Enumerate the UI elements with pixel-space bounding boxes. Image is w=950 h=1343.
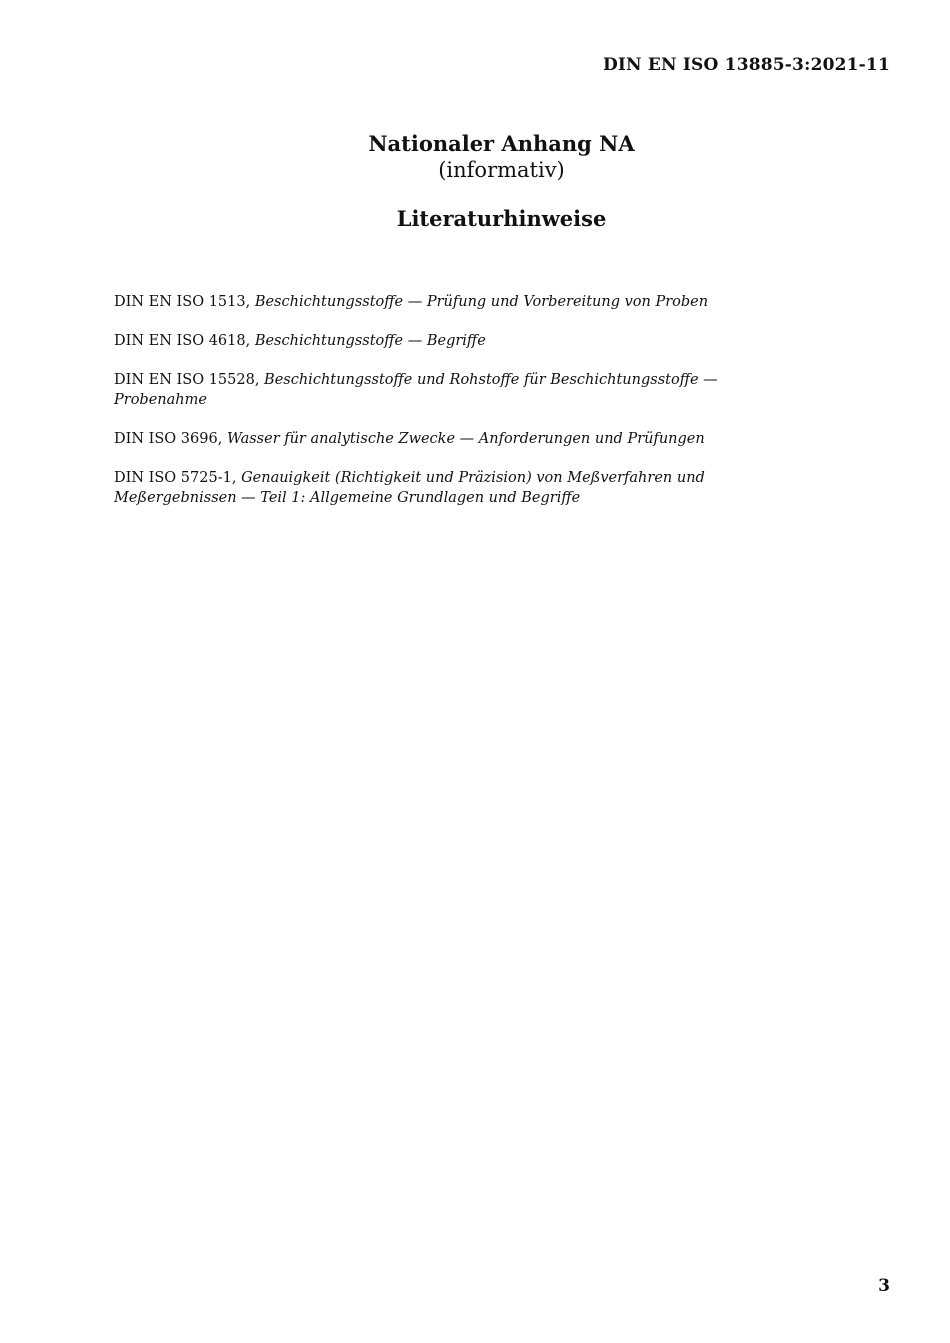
annex-header: [0, 130, 950, 182]
annex-title: Nationaler Anhang NA: [368, 131, 635, 156]
reference-item: [114, 292, 814, 312]
reference-title: Genauigkeit (Richtigkeit und Präzision) von Meßverfahren und Meßergebnissen — Teil 1: Allgemeine Grundlagen und Begriffe: [114, 470, 705, 506]
bibliography-heading: Literaturhinweise: [396, 206, 607, 231]
reference-list: [114, 292, 814, 527]
reference-number: DIN ISO 3696,: [114, 431, 223, 447]
reference-number: DIN ISO 5725-1,: [114, 470, 237, 486]
reference-title: Wasser für analytische Zwecke — Anforderungen und Prüfungen: [226, 431, 705, 447]
reference-title: Beschichtungsstoffe — Prüfung und Vorbereitung von Proben: [254, 294, 709, 310]
page-number: 3: [878, 1276, 890, 1296]
reference-item: [114, 370, 814, 410]
reference-title: Beschichtungsstoffe — Begriffe: [254, 333, 486, 349]
reference-title: Beschichtungsstoffe und Rohstoffe für Beschichtungsstoffe — Probenahme: [114, 372, 718, 408]
reference-item: [114, 468, 814, 508]
document-id: DIN EN ISO 13885-3:2021-11: [602, 55, 890, 75]
reference-number: DIN EN ISO 4618,: [114, 333, 251, 349]
reference-item: [114, 429, 814, 449]
reference-number: DIN EN ISO 15528,: [114, 372, 260, 388]
reference-number: DIN EN ISO 1513,: [114, 294, 251, 310]
annex-subtitle: (informativ): [438, 158, 565, 182]
reference-item: [114, 331, 814, 351]
